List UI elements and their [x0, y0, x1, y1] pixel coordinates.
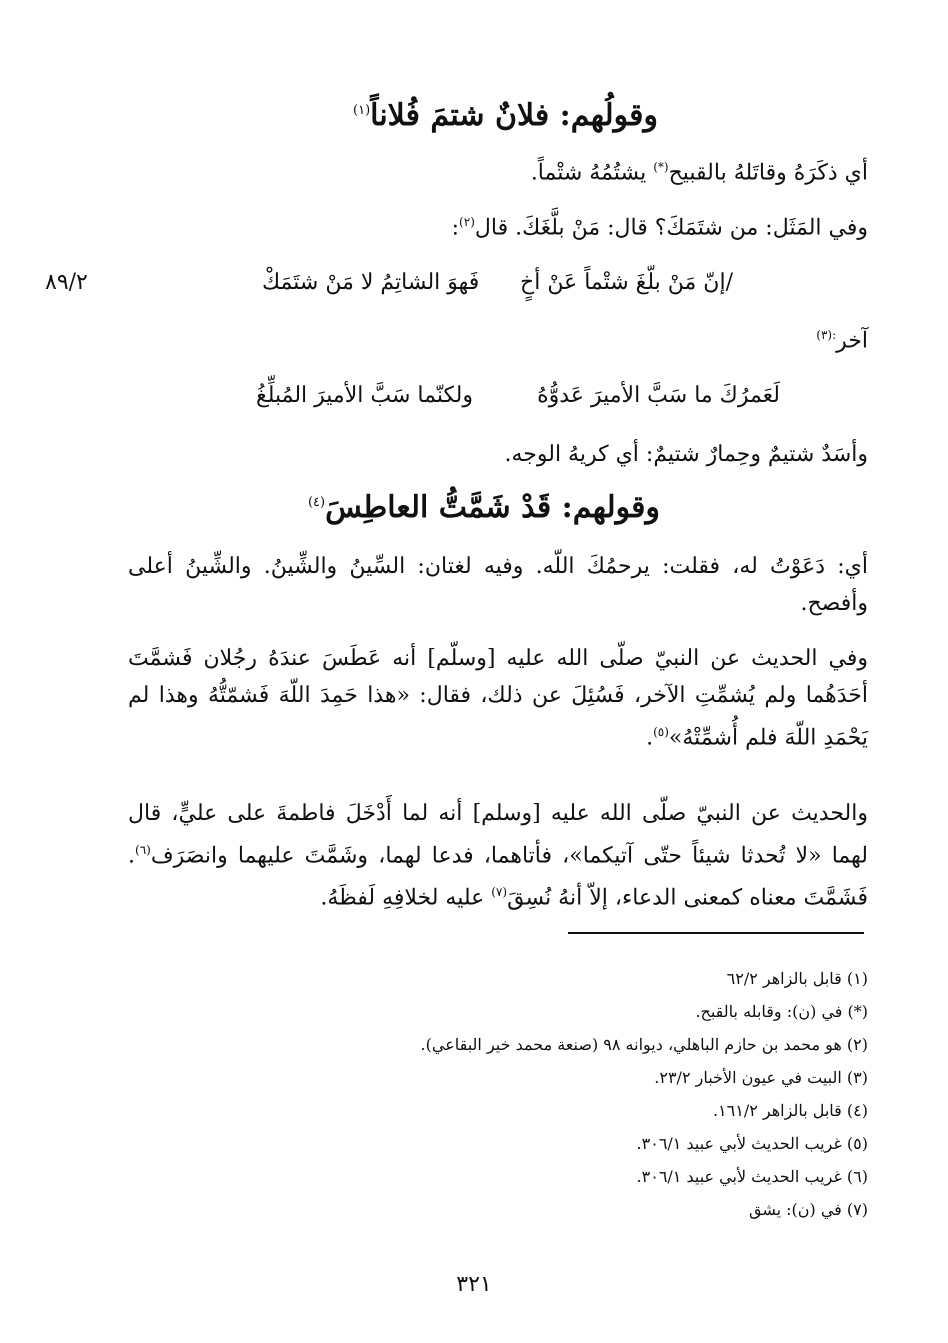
page-number: ٣٢١ [456, 1272, 492, 1297]
footnote-ref: (٦) [135, 843, 151, 857]
margin-page-reference: ٨٩/٢ [45, 270, 88, 295]
paragraph-text: . [646, 725, 654, 751]
paragraph-text: وفي الحديث عن النبيّ صلّى الله عليه [وسلّم] أنه عَطَسَ عندَهُ رجُلان فَشمَّتَ أحَدَهُما ولم يُشمِّتِ الآخر، فَسُئِلَ عن ذلك، فقال: «هذا حَمِدَ اللّهَ فَشمّتُّهُ وهذا لم يَحْمَدِ اللّهَ فلم أُشمِّتْهُ» [128, 646, 868, 751]
verse-second-hemistich: ولكنّما سَبَّ الأميرَ المُبلِّغُ [256, 383, 473, 408]
text-line [531, 160, 868, 185]
footnotes [168, 962, 868, 1226]
footnote-ref: (٥) [653, 725, 669, 739]
heading-text: وقولُهم: فلانٌ شتمَ فُلاناً [370, 98, 658, 133]
paragraph-text: عليه لخلافِهِ لَفظَهُ. [320, 885, 492, 911]
footnote-ref: (١) [353, 103, 371, 118]
footnote-separator [568, 932, 864, 934]
section-heading-1 [353, 98, 658, 133]
footnote-ref: (٤) [307, 495, 326, 510]
paragraph: أي: دَعَوْتُ له، فقلت: يرحمُكَ اللّه. وفيه لغتان: السِّينُ والشِّينُ. والشِّينُ أعلى وأفصح. [128, 554, 868, 616]
text-line [816, 328, 868, 353]
footnote: (٣) البيت في عيون الأخبار ٢٣/٢. [654, 1068, 868, 1087]
text-line: وأسَدٌ شتيمٌ وحِمارٌ شتيمٌ: أي كريهُ الوجه. [504, 442, 868, 467]
footnote: (٦) غريب الحديث لأبي عبيد ٣٠٦/١. [636, 1167, 868, 1186]
line-text: يشتُمُهُ شتْماً. [530, 160, 654, 186]
verse-second-hemistich: فَهوَ الشاتِمُ لا مَنْ شتَمَكْ [262, 270, 480, 295]
line-text: آخر [836, 328, 868, 354]
footnote: (١) قابل بالزاهر ٦٢/٢ [726, 969, 868, 988]
footnote: (*) في (ن): وقابله بالقبح. [695, 1002, 868, 1021]
paragraph-text: والحديث عن النبيّ صلّى الله عليه [وسلم] أنه لما أَدْخَلَ فاطمةَ على عليٍّ، قال لهما «لا تُحدثا شيئاً حتّى آتيكما»، فأتاهما، فدعا لهما، وشَمَّتَ عليهما وانصَرَف [128, 801, 868, 869]
line-text: : [451, 215, 460, 241]
paragraph [128, 640, 868, 756]
paragraph [128, 795, 868, 917]
footnote: (٥) غريب الحديث لأبي عبيد ٣٠٦/١. [636, 1134, 868, 1153]
footnote: (٢) هو محمد بن حازم الباهلي، ديوانه ٩٨ (صنعة محمد خير البقاعي). [420, 1035, 868, 1054]
footnote: (٧) في (ن): يشق [748, 1200, 868, 1219]
paragraph-text: . فَشَمَّتَ معناه كمعنى الدعاء، إلاّ أنهُ نُسِقَ [128, 843, 868, 911]
line-text: وفي المَثَل: من شتَمَكَ؟ قال: مَنْ بلَّغَكَ. قال [474, 215, 868, 241]
footnote-ref: (٢) [459, 215, 475, 229]
verse-first-hemistich: /إنّ مَنْ بلّغَ شتْماً عَنْ أخٍ [520, 270, 733, 295]
footnote-ref: (٧) [491, 885, 508, 900]
verse-first-hemistich: لَعَمرُكَ ما سَبَّ الأميرَ عَدوُّهُ [537, 383, 780, 408]
heading-text: وقولهم: قَدْ شَمَّتُّ العاطِسَ [325, 490, 660, 525]
text-line [452, 215, 868, 240]
footnote-ref: (*) [653, 160, 669, 174]
section-heading-2 [308, 490, 660, 525]
line-text: أي ذكَرَهُ وقاتَلهُ بالقبيح [668, 160, 868, 186]
footnote: (٤) قابل بالزاهر ١٦١/٢. [712, 1101, 868, 1120]
footnote-ref: :(٣) [816, 328, 837, 342]
